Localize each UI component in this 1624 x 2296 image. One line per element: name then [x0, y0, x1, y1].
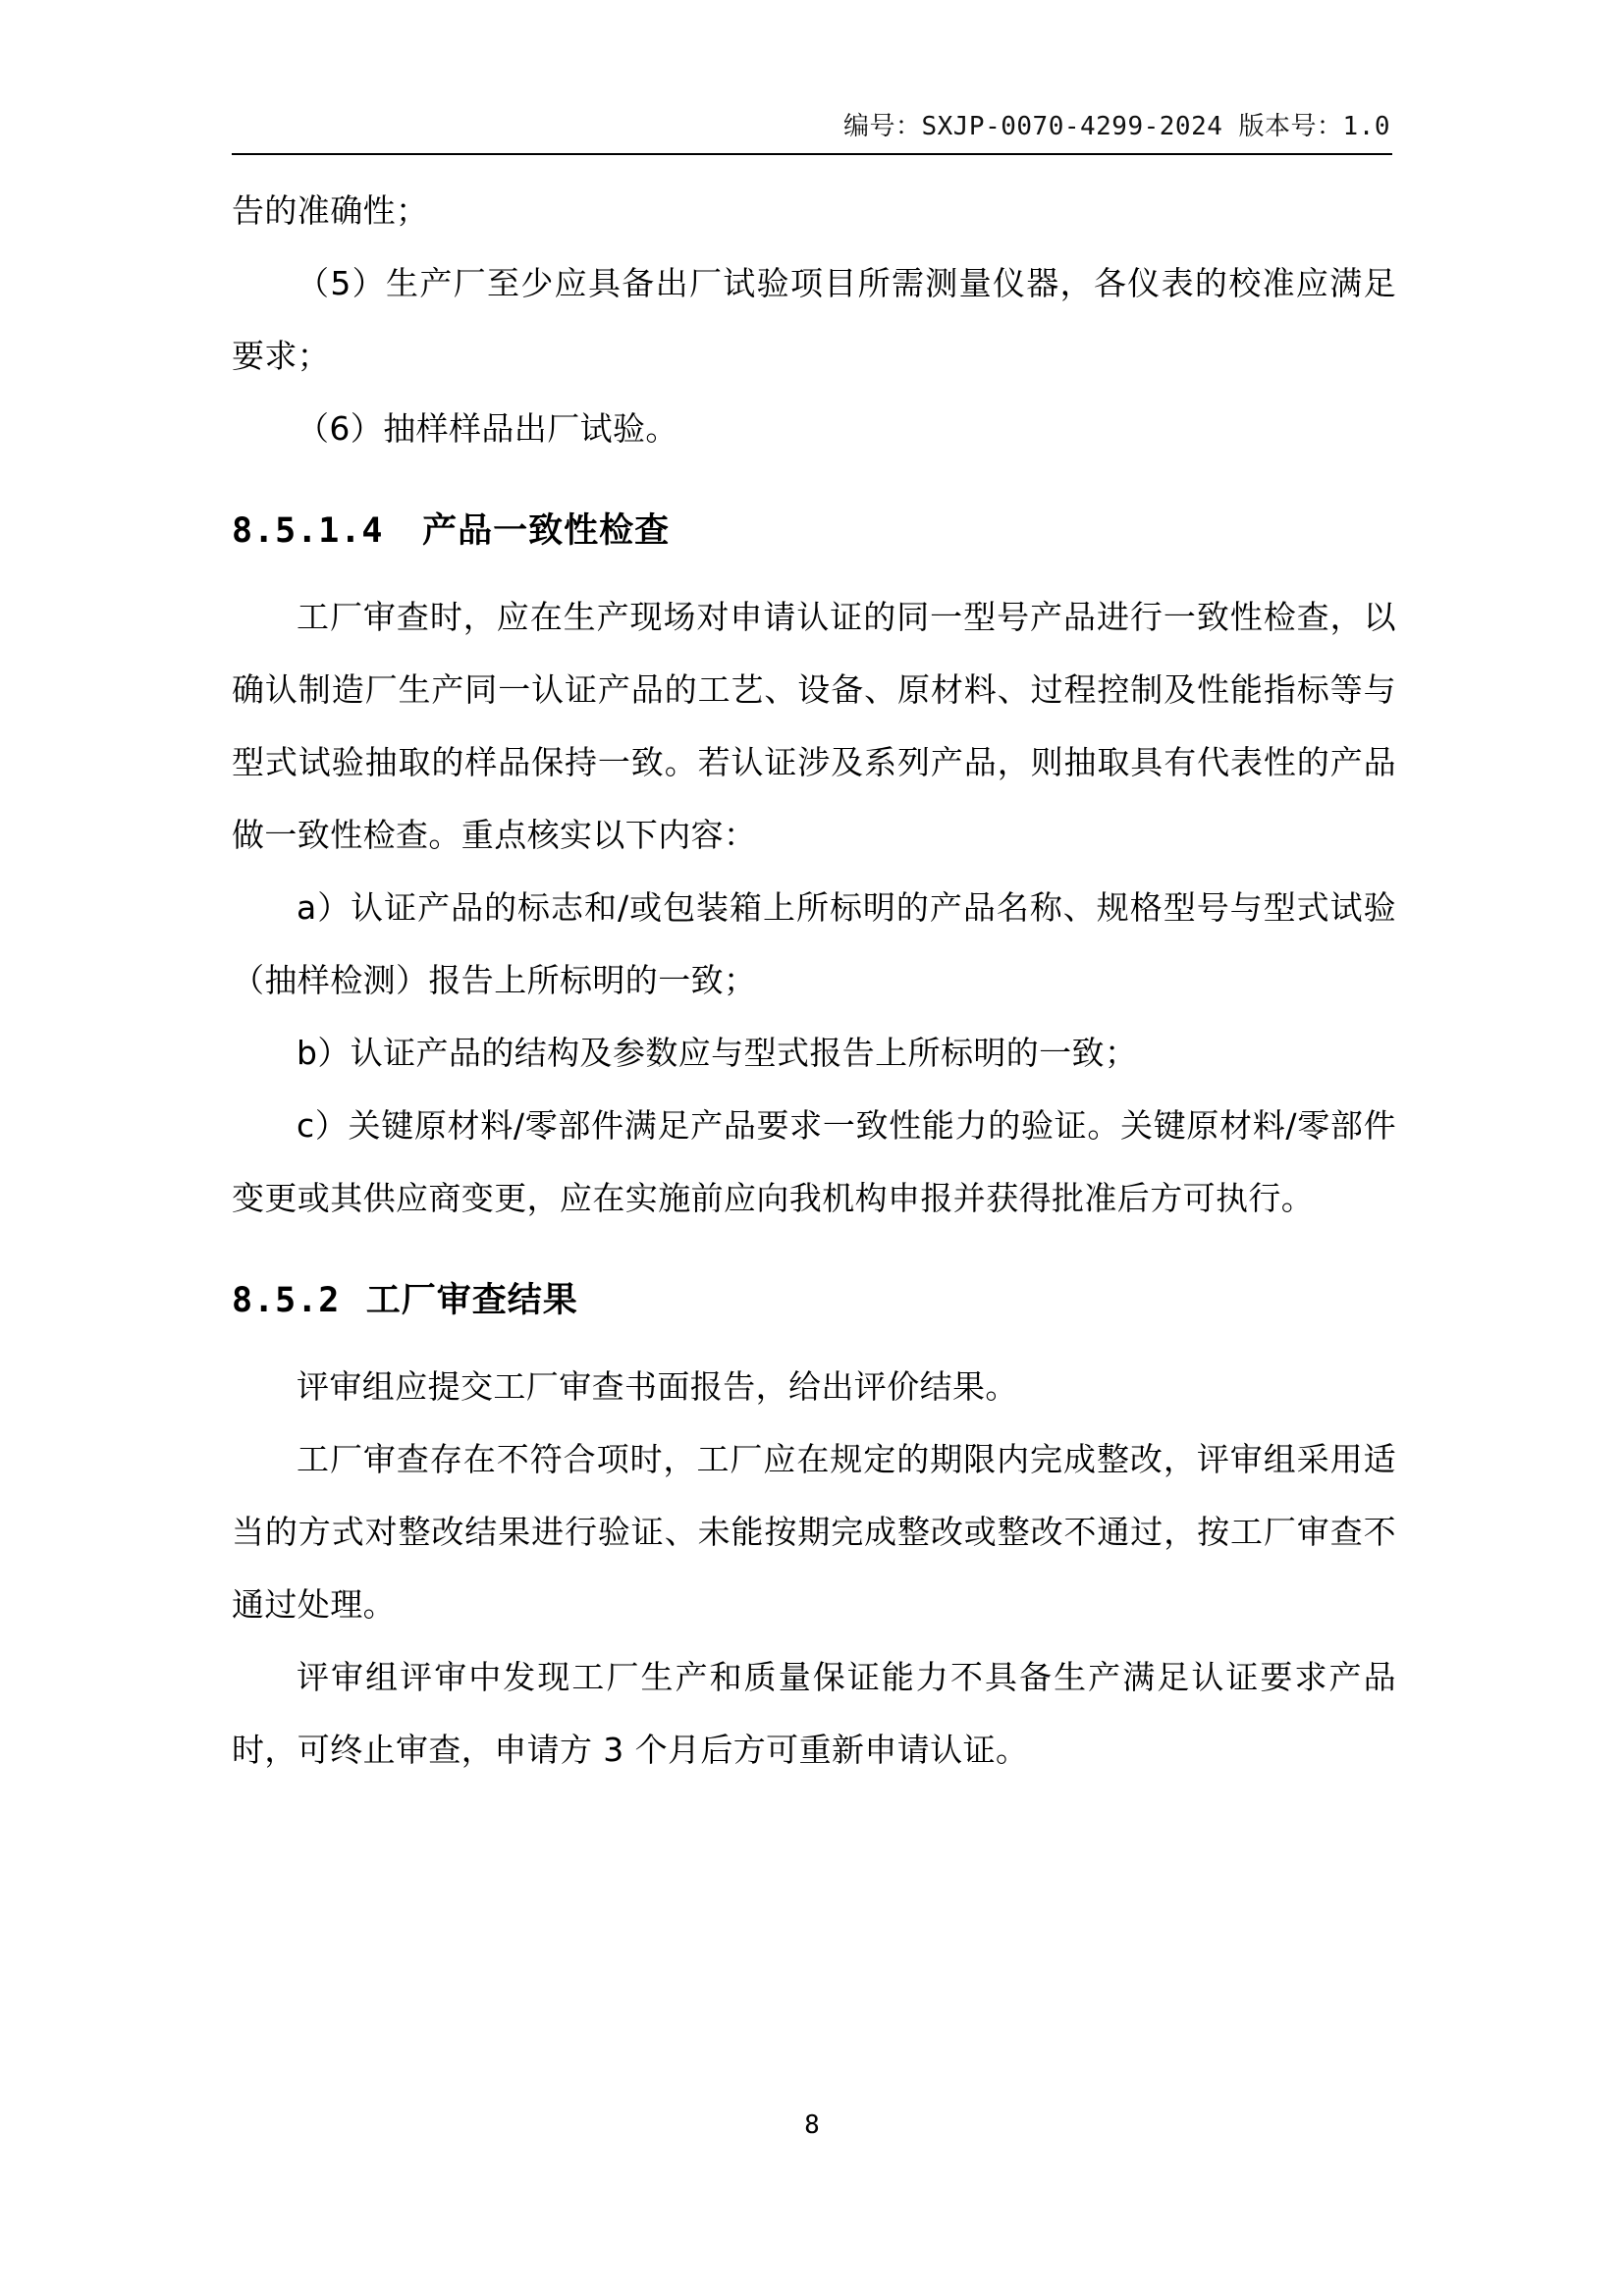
list-item-6: （6）抽样样品出厂试验。: [297, 409, 678, 448]
heading-8-5-1-4: [232, 495, 1396, 567]
paragraph-result-1: 评审组应提交工厂审查书面报告，给出评价结果。: [297, 1367, 1018, 1406]
heading-8-5-2-title: 工厂审查结果: [365, 1281, 578, 1320]
list-item-b: b）认证产品的结构及参数应与型式报告上所标明的一致；: [297, 1034, 1138, 1072]
heading-8-5-2-number: 8.5.2: [232, 1281, 341, 1320]
list-item-a: a）认证产品的标志和/或包装箱上所标明的产品名称、规格型号与型式试验（抽样检测）报告上所标明的一致；: [232, 888, 1396, 999]
list-item-c: c）关键原材料/零部件满足产品要求一致性能力的验证。关键原材料/零部件变更或其供应商变更，应在实施前应向我机构申报并获得批准后方可执行。: [232, 1106, 1396, 1217]
header-doc-code: 编号：SXJP-0070-4299-2024 版本号：1.0: [842, 112, 1390, 141]
page-number: 8: [804, 2110, 820, 2140]
page-header: [232, 106, 1392, 163]
paragraph-continued: 告的准确性；: [232, 191, 429, 230]
heading-8-5-2: [232, 1264, 1396, 1337]
heading-8-5-1-4-number: 8.5.1.4: [232, 511, 384, 551]
paragraph-result-2: 工厂审查存在不符合项时，工厂应在规定的期限内完成整改，评审组采用适当的方式对整改结果进行验证、未能按期完成整改或整改不通过，按工厂审查不通过处理。: [232, 1440, 1396, 1624]
paragraph-result-3: 评审组评审中发现工厂生产和质量保证能力不具备生产满足认证要求产品时，可终止审查，申请方 3 个月后方可重新申请认证。: [232, 1658, 1396, 1769]
heading-8-5-1-4-title: 产品一致性检查: [422, 511, 671, 551]
list-item-5: （5）生产厂至少应具备出厂试验项目所需测量仪器，各仪表的校准应满足要求；: [232, 264, 1396, 375]
paragraph-consistency-intro: 工厂审查时，应在生产现场对申请认证的同一型号产品进行一致性检查，以确认制造厂生产同一认证产品的工艺、设备、原材料、过程控制及性能指标等与型式试验抽取的样品保持一致。若认证涉及系列产品，则抽取具有代表性的产品做一致性检查。重点核实以下内容：: [232, 598, 1396, 854]
document-body: [232, 175, 1396, 1787]
header-divider: [232, 153, 1392, 155]
